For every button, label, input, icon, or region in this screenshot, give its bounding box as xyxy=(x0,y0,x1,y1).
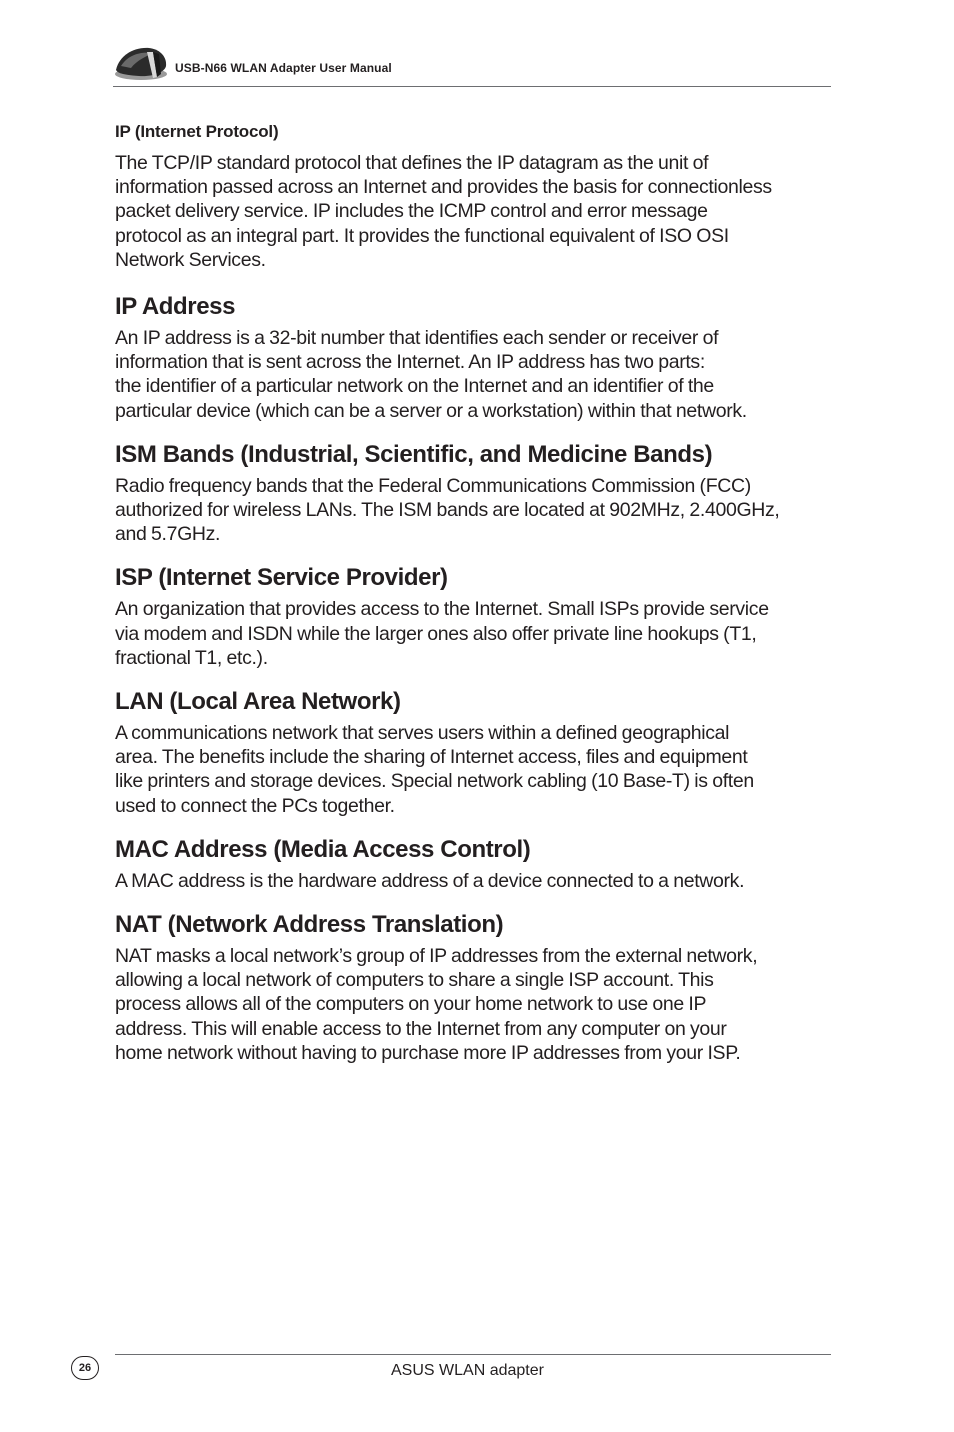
entry-heading: IP (Internet Protocol) xyxy=(115,122,279,141)
glossary-entry-ism-bands xyxy=(115,440,835,547)
entry-heading: ISM Bands (Industrial, Scientific, and Medicine Bands) xyxy=(115,440,713,468)
glossary-content xyxy=(115,121,835,1082)
glossary-entry-nat xyxy=(115,910,835,1065)
entry-heading: ISP (Internet Service Provider) xyxy=(115,564,448,592)
entry-body: An organization that provides access to the Internet. Small ISPs provide service via modem and ISDN while the larger ones also offer private line hookups (T1, fractional T1, etc.). xyxy=(115,598,769,669)
header-divider xyxy=(113,86,831,87)
entry-body: A MAC address is the hardware address of a device connected to a network. xyxy=(115,869,745,892)
entry-heading: LAN (Local Area Network) xyxy=(115,688,401,716)
entry-body: NAT masks a local network’s group of IP addresses from the external network, allowing a local network of computers to share a single ISP account. This process allows all of the computers on your home network to use one IP address. This will enable access to the Internet from any computer on your home network without having to purchase more IP addresses from your ISP. xyxy=(115,945,758,1064)
entry-body: A communications network that serves users within a defined geographical area. The benefits include the sharing of Internet access, files and equipment like printers and storage devices. Special network cabling (10 Base-T) is often used to connect the PCs together. xyxy=(115,722,754,817)
entry-body: The TCP/IP standard protocol that defines the IP datagram as the unit of information passed across an Internet and provides the basis for connectionless packet delivery service. IP includes the ICMP control and error message protocol as an integral part. It provides the functional equivalent of ISO OSI Network Services. xyxy=(115,152,772,271)
glossary-entry-mac-address xyxy=(115,835,835,893)
entry-heading: IP Address xyxy=(115,293,236,321)
footer-label: ASUS WLAN adapter xyxy=(391,1362,544,1379)
entry-heading: MAC Address (Media Access Control) xyxy=(115,835,531,863)
manual-title: USB-N66 WLAN Adapter User Manual xyxy=(175,61,392,75)
glossary-entry-isp xyxy=(115,563,835,670)
footer-divider xyxy=(115,1354,831,1355)
page-header xyxy=(113,42,831,88)
entry-body: Radio frequency bands that the Federal Communications Commission (FCC) authorized for wireless LANs. The ISM bands are located at 902MHz, 2.400GHz, and 5.7GHz. xyxy=(115,474,780,546)
entry-heading: NAT (Network Address Translation) xyxy=(115,911,504,939)
glossary-entry-ip xyxy=(115,121,835,272)
glossary-entry-ip-address xyxy=(115,292,835,423)
page-number: 26 xyxy=(71,1356,99,1380)
glossary-entry-lan xyxy=(115,687,835,818)
entry-body: An IP address is a 32-bit number that identifies each sender or receiver of information that is sent across the Internet. An IP address has two parts: the identifier of a particular network on the Internet and an identifier of the particular device (which can be a server or a workstation) within that network. xyxy=(115,327,747,422)
asus-router-logo-icon xyxy=(113,44,169,84)
